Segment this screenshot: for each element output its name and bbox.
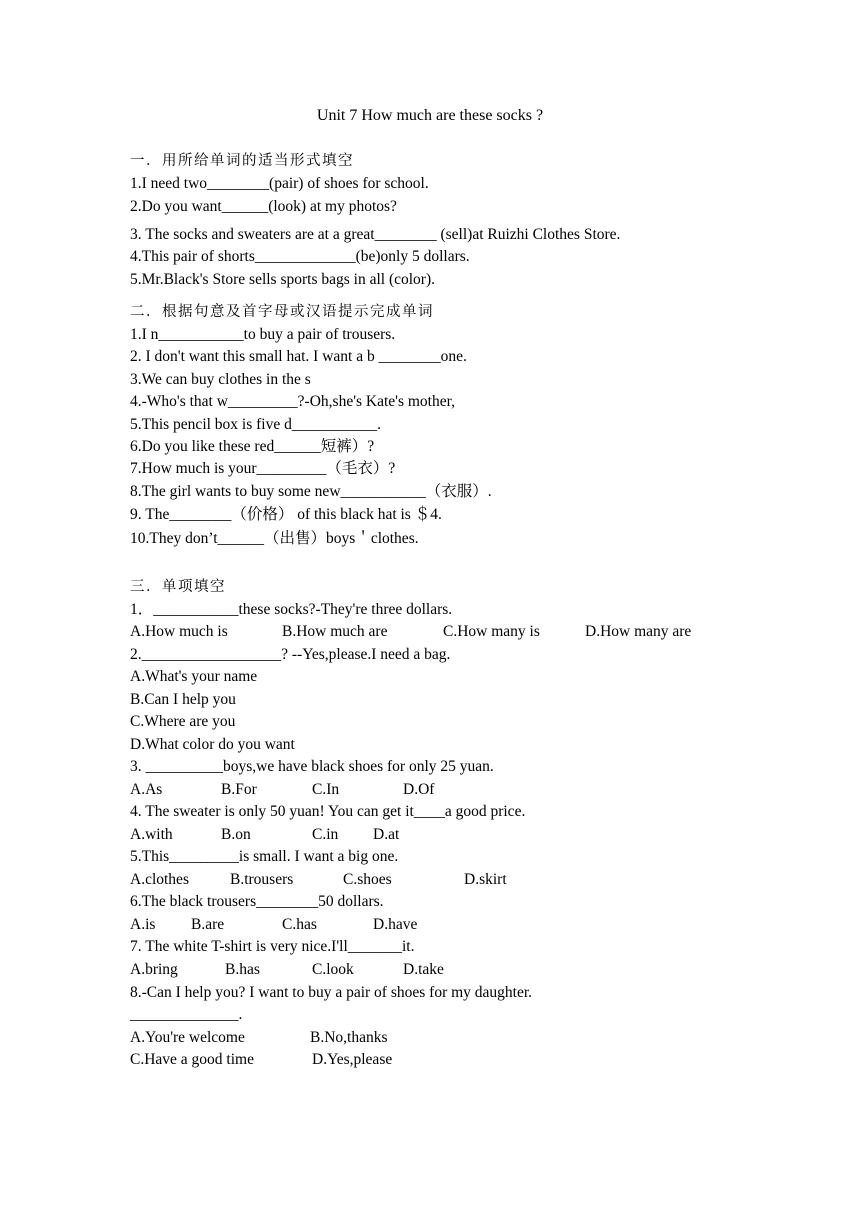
- option: C.shoes: [343, 871, 392, 888]
- option: D.Yes,please: [312, 1051, 393, 1068]
- option: C.In: [312, 781, 340, 798]
- option: D.skirt: [464, 871, 507, 888]
- question-1-options: [130, 622, 730, 642]
- question-4-options: [130, 825, 530, 845]
- option: B.on: [221, 826, 251, 843]
- section1-heading: 一．用所给单词的适当形式填空: [130, 153, 354, 169]
- section2-item-8: 8.The girl wants to buy some new___________（衣服）.: [130, 483, 492, 500]
- option: B.How much are: [282, 623, 388, 640]
- question-2-option-d: D.What color do you want: [130, 736, 295, 753]
- option: B.has: [225, 961, 260, 978]
- question-5: 5.This_________is small. I want a big one.: [130, 848, 399, 865]
- option: A.As: [130, 781, 163, 798]
- section2-item-10: 10.They don’t______（出售）boys＇clothes.: [130, 530, 419, 547]
- question-2-option-b: B.Can I help you: [130, 691, 236, 708]
- option: B.For: [221, 781, 257, 798]
- section1-item-4: 4.This pair of shorts_____________(be)only 5 dollars.: [130, 248, 470, 265]
- option: B.No,thanks: [310, 1029, 388, 1046]
- section2-item-5: 5.This pencil box is five d___________.: [130, 416, 381, 433]
- option: D.Of: [403, 781, 435, 798]
- question-7-options: [130, 960, 530, 980]
- option: C.Have a good time: [130, 1051, 254, 1068]
- section3-heading: 三．单项填空: [130, 579, 226, 595]
- question-5-options: [130, 870, 580, 890]
- section2-heading: 二．根据句意及首字母或汉语提示完成单词: [130, 304, 434, 320]
- section2-item-4: 4.-Who's that w_________?-Oh,she's Kate's mother,: [130, 393, 456, 410]
- section2-item-1: 1.I n___________to buy a pair of trousers.: [130, 326, 396, 343]
- option: C.look: [312, 961, 354, 978]
- question-7: 7. The white T-shirt is very nice.I'll_______it.: [130, 938, 415, 955]
- option: D.take: [403, 961, 444, 978]
- section2-item-6: 6.Do you like these red______短裤）?: [130, 438, 375, 455]
- section2-item-3: 3.We can buy clothes in the s: [130, 371, 311, 388]
- question-2: 2.__________________? --Yes,please.I need a bag.: [130, 646, 451, 663]
- option: A.bring: [130, 961, 178, 978]
- question-6-options: [130, 915, 530, 935]
- section1-item-2: 2.Do you want______(look) at my photos?: [130, 198, 397, 215]
- option: D.have: [373, 916, 418, 933]
- question-8: 8.-Can I help you? I want to buy a pair of shoes for my daughter.: [130, 984, 533, 1001]
- question-8-options-cd: [130, 1050, 530, 1070]
- option: A.You're welcome: [130, 1029, 245, 1046]
- option: A.clothes: [130, 871, 189, 888]
- question-4: 4. The sweater is only 50 yuan! You can get it____a good price.: [130, 803, 526, 820]
- section2-item-7: 7.How much is your_________（毛衣）?: [130, 460, 396, 477]
- option: C.has: [282, 916, 317, 933]
- question-6: 6.The black trousers________50 dollars.: [130, 893, 384, 910]
- option: D.at: [373, 826, 400, 843]
- option: C.How many is: [443, 623, 540, 640]
- question-2-option-c: C.Where are you: [130, 713, 236, 730]
- question-3: 3. __________boys,we have black shoes for only 25 yuan.: [130, 758, 494, 775]
- option: D.How many are: [585, 623, 692, 640]
- section1-item-1: 1.I need two________(pair) of shoes for school.: [130, 175, 429, 192]
- question-2-option-a: A.What's your name: [130, 668, 258, 685]
- page-title: Unit 7 How much are these socks ?: [316, 107, 544, 124]
- question-8-blank: ______________.: [130, 1006, 243, 1023]
- section2-item-2: 2. I don't want this small hat. I want a b ________one.: [130, 348, 467, 365]
- section2-item-9: 9. The________（价格） of this black hat is ＄4.: [130, 506, 442, 523]
- section1-item-5: 5.Mr.Black's Store sells sports bags in all (color).: [130, 271, 436, 288]
- option: A.How much is: [130, 623, 228, 640]
- question-8-options-ab: [130, 1028, 530, 1048]
- option: B.are: [191, 916, 225, 933]
- option: C.in: [312, 826, 339, 843]
- question-3-options: [130, 780, 530, 800]
- section1-item-3: 3. The socks and sweaters are at a great________ (sell)at Ruizhi Clothes Store.: [130, 226, 621, 243]
- option: B.trousers: [230, 871, 294, 888]
- question-1: 1．___________these socks?-They're three dollars.: [130, 601, 453, 618]
- option: A.is: [130, 916, 156, 933]
- option: A.with: [130, 826, 173, 843]
